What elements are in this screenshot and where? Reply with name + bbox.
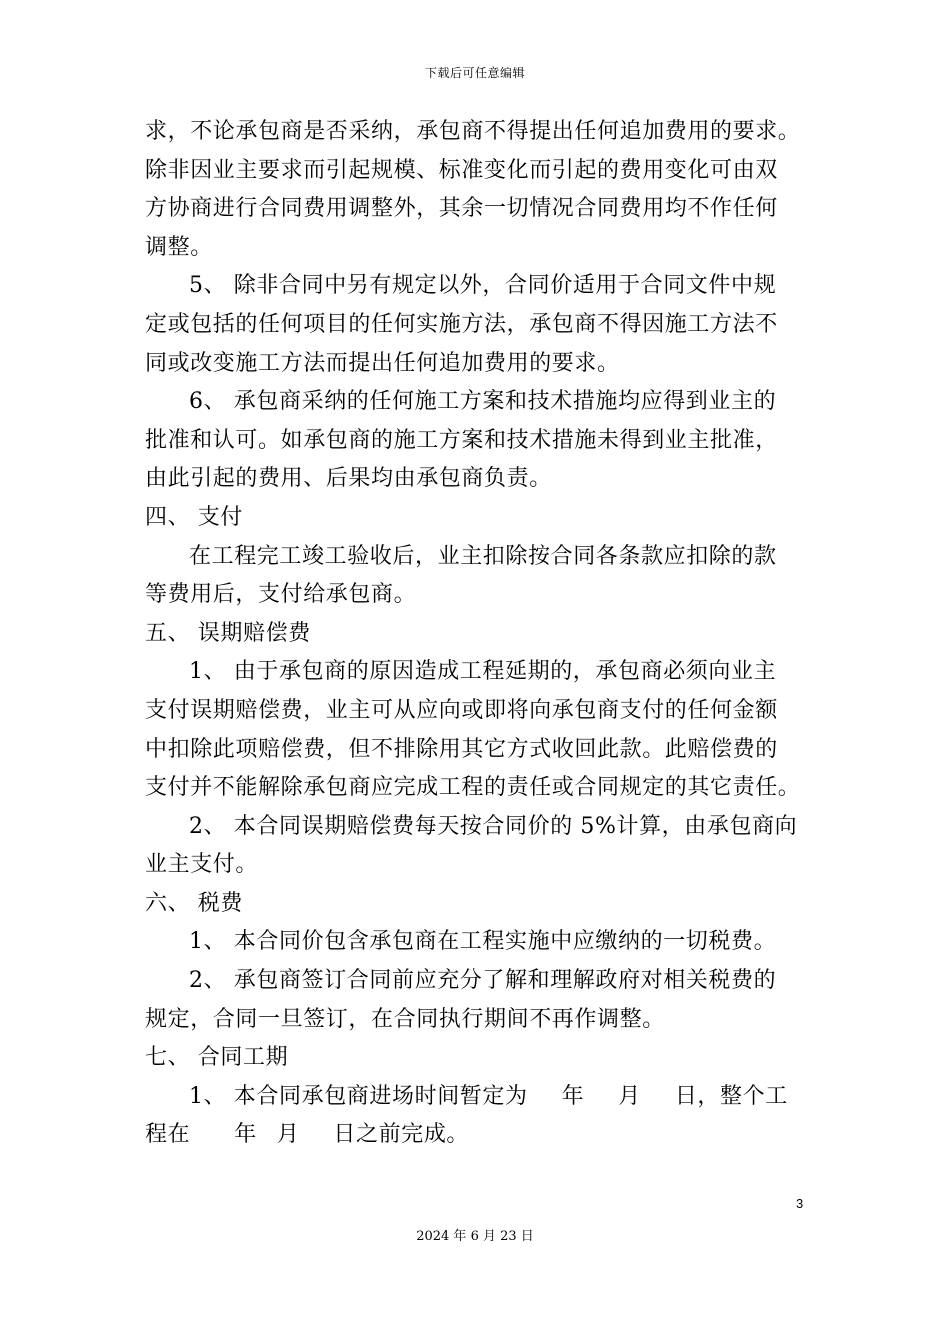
body-line: 支付误期赔偿费，业主可从应向或即将向承包商支付的任何金额 — [145, 697, 778, 723]
clause-5-line: 5、 除非合同中另有规定以外，合同价适用于合同文件中规 — [189, 273, 777, 299]
section-heading-delay-compensation: 五、 误期赔偿费 — [145, 620, 311, 646]
body-line: 同或改变施工方法而提出任何追加费用的要求。 — [145, 350, 620, 376]
schedule-year: 年 — [234, 1122, 257, 1148]
schedule-month: 月 — [618, 1083, 641, 1109]
body-line: 支付并不能解除承包商应完成工程的责任或合同规定的其它责任。 — [145, 775, 801, 801]
section-heading-payment: 四、 支付 — [145, 504, 243, 530]
schedule-day: 日，整个工 — [674, 1083, 788, 1109]
body-line: 在工程完工竣工验收后，业主扣除按合同各条款应扣除的款 — [189, 543, 777, 569]
schedule-line-2 — [145, 1116, 810, 1155]
clause-6-line: 6、 承包商采纳的任何施工方案和技术措施均应得到业主的 — [189, 389, 777, 415]
schedule-prefix: 1、 本合同承包商进场时间暂定为 — [189, 1083, 528, 1109]
body-line: 由此引起的费用、后果均由承包商负责。 — [145, 466, 552, 492]
schedule-month: 月 — [276, 1122, 300, 1148]
section-heading-contract-period: 七、 合同工期 — [145, 1045, 289, 1071]
body-line: 中扣除此项赔偿费，但不排除用其它方式收回此款。此赔偿费的 — [145, 736, 778, 762]
clause-1-schedule-line — [145, 1078, 810, 1117]
clause-2-line: 2、 本合同误期赔偿费每天按合同价的 5%计算，由承包商向 — [189, 813, 798, 839]
document-body — [145, 113, 810, 1155]
body-line: 批准和认可。如承包商的施工方案和技术措施未得到业主批准， — [145, 427, 778, 453]
body-line: 定或包括的任何项目的任何实施方法，承包商不得因施工方法不 — [145, 311, 778, 337]
clause-2-line: 2、 承包商签订合同前应充分了解和理解政府对相关税费的 — [189, 968, 777, 994]
body-line: 等费用后，支付给承包商。 — [145, 582, 417, 608]
page-header: 下载后可任意编辑 — [424, 66, 525, 80]
body-line: 规定，合同一旦签订，在合同执行期间不再作调整。 — [145, 1006, 665, 1032]
clause-1-line: 1、 由于承包商的原因造成工程延期的，承包商必须向业主 — [189, 659, 777, 685]
body-line: 方协商进行合同费用调整外，其余一切情况合同费用均不作任何 — [145, 196, 778, 222]
body-line: 除非因业主要求而引起规模、标准变化而引起的费用变化可由双 — [145, 157, 778, 183]
page-number: 3 — [796, 1196, 804, 1211]
body-line: 业主支付。 — [145, 852, 259, 878]
body-line: 求，不论承包商是否采纳，承包商不得提出任何追加费用的要求。 — [145, 119, 801, 144]
schedule-day: 日之前完成。 — [333, 1122, 470, 1148]
body-line: 调整。 — [145, 234, 213, 260]
clause-1-line: 1、 本合同价包含承包商在工程实施中应缴纳的一切税费。 — [189, 929, 777, 955]
schedule-prefix: 程在 — [145, 1122, 191, 1148]
footer-date: 2024 年 6 月 23 日 — [416, 1229, 534, 1244]
schedule-year: 年 — [561, 1083, 585, 1109]
section-heading-taxes: 六、 税费 — [145, 890, 243, 916]
